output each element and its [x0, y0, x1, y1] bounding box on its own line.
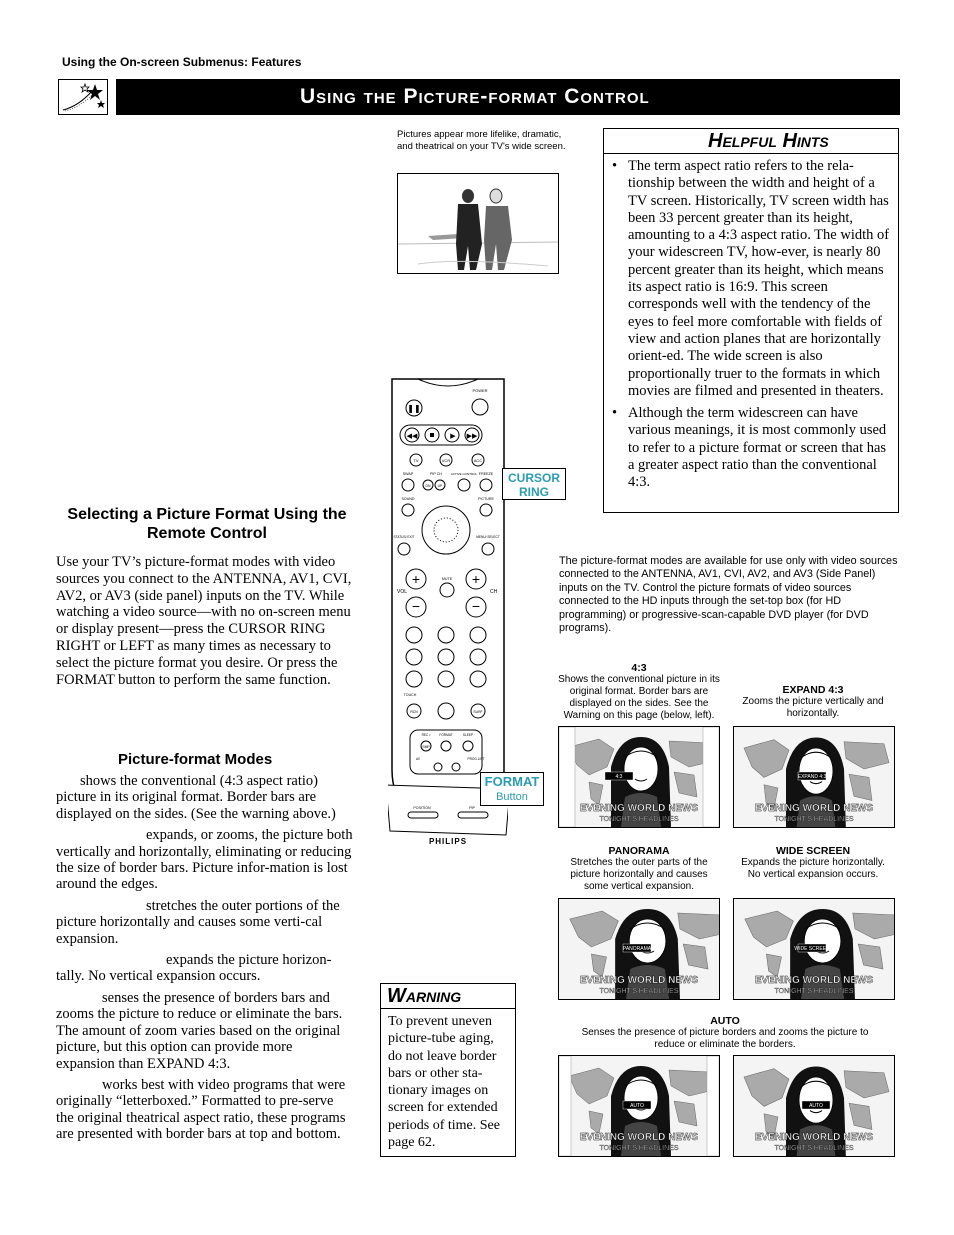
picture-button[interactable] [480, 504, 492, 516]
svg-text:DN: DN [425, 484, 431, 488]
modes-heading: Picture-format Modes [118, 751, 273, 768]
svg-text:SWAP: SWAP [402, 472, 414, 476]
couple-photo [397, 173, 559, 274]
hint-aspect-ratio: • The term aspect ratio refers to the rela-tionship between the width and height of a TV screen. Historically, TV screen width has been 33 percent greater than its height, amounting to a 4:3 aspect ratio. The width of your widescreen TV, how-ever, is nearly 80 percent greater than its height, which means its aspect ratio is 16:9. This screen corresponds well with the tendency of the eyes to feel more comfortable with fields of view and action planes that are horizontally orient-ed. The wide screen is also proportionally truer to the formats in which movies are filmed and presented in theaters. [612, 158, 890, 400]
svg-text:▶▶: ▶▶ [466, 433, 478, 440]
mode-4-3: shows the conventional (4:3 aspect ratio) picture in its original format. Border bars are displayed on the sides. (See the warning above.) [56, 773, 336, 822]
svg-text:❚❚: ❚❚ [407, 404, 421, 413]
tv-thumb-panorama [558, 898, 720, 1000]
svg-text:TV: TV [413, 458, 419, 463]
svg-text:FREEZE: FREEZE [478, 472, 494, 476]
warning-title: Warning [381, 984, 515, 1009]
svg-text:ACC: ACC [473, 458, 483, 463]
mute-button[interactable] [440, 583, 454, 597]
svg-text:EVENING WORLD NEWS: EVENING WORLD NEWS [754, 1132, 874, 1143]
label-power: POWER [472, 388, 488, 393]
svg-text:−: − [471, 598, 481, 614]
svg-text:SURF: SURF [473, 710, 483, 714]
svg-text:PIP: PIP [469, 806, 475, 810]
svg-text:TOUCH: TOUCH [403, 693, 417, 697]
svg-text:PIP CH: PIP CH [430, 472, 442, 476]
mode-panorama: stretches the outer portions of the picture horizontally and causes some verti-cal expansion. [56, 897, 340, 947]
helpful-hints-title: Helpful Hints [604, 129, 898, 154]
hint-widescreen: • Although the term widescreen can have various meanings, it is most commonly used to refer to a picture format or screen that has a greater aspect ratio than the conventional 4:3. [612, 405, 890, 491]
svg-text:TONIGHT'S HEADLINES: TONIGHT'S HEADLINES [599, 988, 679, 995]
svg-text:AUTO: AUTO [809, 1103, 823, 1109]
svg-text:EVENING WORLD NEWS: EVENING WORLD NEWS [754, 803, 874, 814]
active-control-button[interactable] [458, 479, 470, 491]
svg-text:VOL: VOL [397, 589, 408, 595]
status-exit-button[interactable] [398, 543, 410, 555]
svg-text:TONIGHT'S HEADLINES: TONIGHT'S HEADLINES [774, 988, 854, 995]
tv-thumb-wide-screen [733, 898, 895, 1000]
svg-text:◀◀: ◀◀ [406, 433, 418, 440]
svg-text:−: − [411, 598, 421, 614]
svg-text:REC •: REC • [421, 733, 431, 737]
svg-text:SLEEP: SLEEP [462, 733, 474, 737]
svg-text:ACTIVE CONTROL: ACTIVE CONTROL [450, 472, 478, 476]
mode-wide-screen: expands the picture horizon-tally. No vertical expansion occurs. [56, 952, 332, 985]
svg-text:PROG.LIST: PROG.LIST [467, 757, 485, 761]
caption-wide-screen: WIDE SCREEN Expands the picture horizontally. No vertical expansion occurs. [741, 845, 885, 880]
mode-auto-letterbox: works best with video programs that were originally “letterboxed.” Formatted to pre-serve the original theatrical aspect ratio, these programs are presented with border bars at top and bottom. [56, 1076, 346, 1143]
svg-text:SMP: SMP [422, 745, 430, 749]
remote-selection-body: Use your TV’s picture-format modes with video sources you connect to the ANTENNA, AV1, CVI, AV2, or AV3 (side panel) inputs on the TV. While watching a video source—with no on-screen menu or display present—press the CURSOR RING RIGHT or LEFT as many times as necessary to select the picture format you desire. Or press the FORMAT button to perform the same function. [56, 554, 352, 688]
svg-text:MENU/ SELECT: MENU/ SELECT [476, 535, 500, 539]
svg-text:TONIGHT'S HEADLINES: TONIGHT'S HEADLINES [599, 816, 679, 823]
swap-button[interactable] [402, 479, 414, 491]
svg-text:EVENING WORLD NEWS: EVENING WORLD NEWS [579, 803, 699, 814]
freeze-button[interactable] [480, 479, 492, 491]
modes-list [56, 773, 354, 1148]
sleep-button[interactable] [463, 741, 473, 751]
format-button-callout: FORMAT Button [480, 772, 544, 806]
svg-text:+: + [471, 571, 481, 587]
section-label: Using the On-screen Submenus: Features [62, 55, 302, 69]
svg-text:AV: AV [415, 757, 421, 761]
caption-4-3: 4:3 Shows the conventional picture in its original format. Border bars are displayed on the sides. See the Warning on this page (below, left). [558, 662, 720, 721]
svg-text:+: + [411, 571, 421, 587]
svg-text:PANORAMA: PANORAMA [622, 946, 652, 952]
svg-text:AUTO: AUTO [630, 1103, 644, 1109]
svg-text:CH: CH [490, 589, 498, 595]
page-title: Using the Picture-format Control [116, 79, 900, 115]
caption-expand: EXPAND 4:3 Zooms the picture vertically and horizontally. [742, 684, 884, 719]
svg-text:EXPAND 4:3: EXPAND 4:3 [797, 774, 827, 780]
power-button[interactable] [472, 399, 488, 415]
sound-button[interactable] [402, 504, 414, 516]
svg-text:VCR: VCR [441, 458, 451, 463]
svg-text:TONIGHT'S HEADLINES: TONIGHT'S HEADLINES [774, 816, 854, 823]
svg-text:POSITION: POSITION [413, 806, 431, 810]
svg-text:EVENING WORLD NEWS: EVENING WORLD NEWS [579, 975, 699, 986]
philips-logo: PHILIPS [428, 837, 468, 845]
warning-box [380, 983, 516, 1157]
tv-thumb-auto-letterbox [558, 1055, 720, 1157]
cursor-ring-callout: CURSOR RING [502, 468, 566, 500]
tv-thumb-4-3 [558, 726, 720, 828]
svg-text:TONIGHT'S HEADLINES: TONIGHT'S HEADLINES [774, 1145, 854, 1152]
svg-text:MUTE: MUTE [441, 577, 453, 581]
menu-select-button[interactable] [482, 543, 494, 555]
caption-panorama: PANORAMA Stretches the outer parts of the picture horizontally and causes some vertical expansion. [570, 845, 708, 892]
svg-text:▶: ▶ [450, 433, 456, 440]
svg-text:SOUND: SOUND [401, 497, 415, 501]
stars-logo-icon [58, 79, 108, 115]
warning-text: To prevent uneven picture-tube aging, do not leave border bars or other sta-tionary images on screen for extended periods of time. See page 62. [388, 1014, 500, 1151]
svg-text:UP: UP [437, 484, 443, 488]
svg-text:RCN: RCN [410, 710, 418, 714]
svg-text:EVENING WORLD NEWS: EVENING WORLD NEWS [579, 1132, 699, 1143]
intro-caption: Pictures appear more lifelike, dramatic, and theatrical on your TV's wide screen. [397, 129, 566, 152]
tv-thumb-auto [733, 1055, 895, 1157]
svg-text:STATUS/ EXIT: STATUS/ EXIT [393, 535, 415, 539]
mode-auto: senses the presence of borders bars and zooms the picture to reduce or eliminate the bars. The amount of zoom varies based on the original picture, but this option can provide more expansion than EXPAND 4:3. [56, 989, 343, 1072]
svg-text:WIDE SCREEN: WIDE SCREEN [794, 946, 830, 952]
svg-text:4:3: 4:3 [615, 774, 623, 780]
helpful-hints-box [603, 128, 899, 513]
svg-text:FORMAT: FORMAT [439, 733, 453, 737]
availability-note: The picture-format modes are available for use only with video sources connected to the ANTENNA, AV1, CVI, AV2, and AV3 (Side Panel) inputs on the TV. Control the picture formats of video sources connected to the HD inputs through the set-top box (for HD programming) or progressive-scan-capable DVD player (for DVD programs). [559, 555, 898, 635]
caption-auto: AUTO Senses the presence of picture borders and zooms the picture to reduce or eliminate the borders. [581, 1015, 869, 1050]
svg-text:PICTURE: PICTURE [478, 497, 494, 501]
svg-text:EVENING WORLD NEWS: EVENING WORLD NEWS [754, 975, 874, 986]
svg-text:TONIGHT'S HEADLINES: TONIGHT'S HEADLINES [599, 1145, 679, 1152]
format-button[interactable] [441, 741, 451, 751]
remote-selection-heading: Selecting a Picture Format Using the Remote Control [67, 506, 347, 542]
mode-expand: expands, or zooms, the picture both vertically and horizontally, eliminating or reducing the size of border bars. Picture infor-mation is lost around the edges. [56, 827, 353, 893]
tv-thumb-expand [733, 726, 895, 828]
